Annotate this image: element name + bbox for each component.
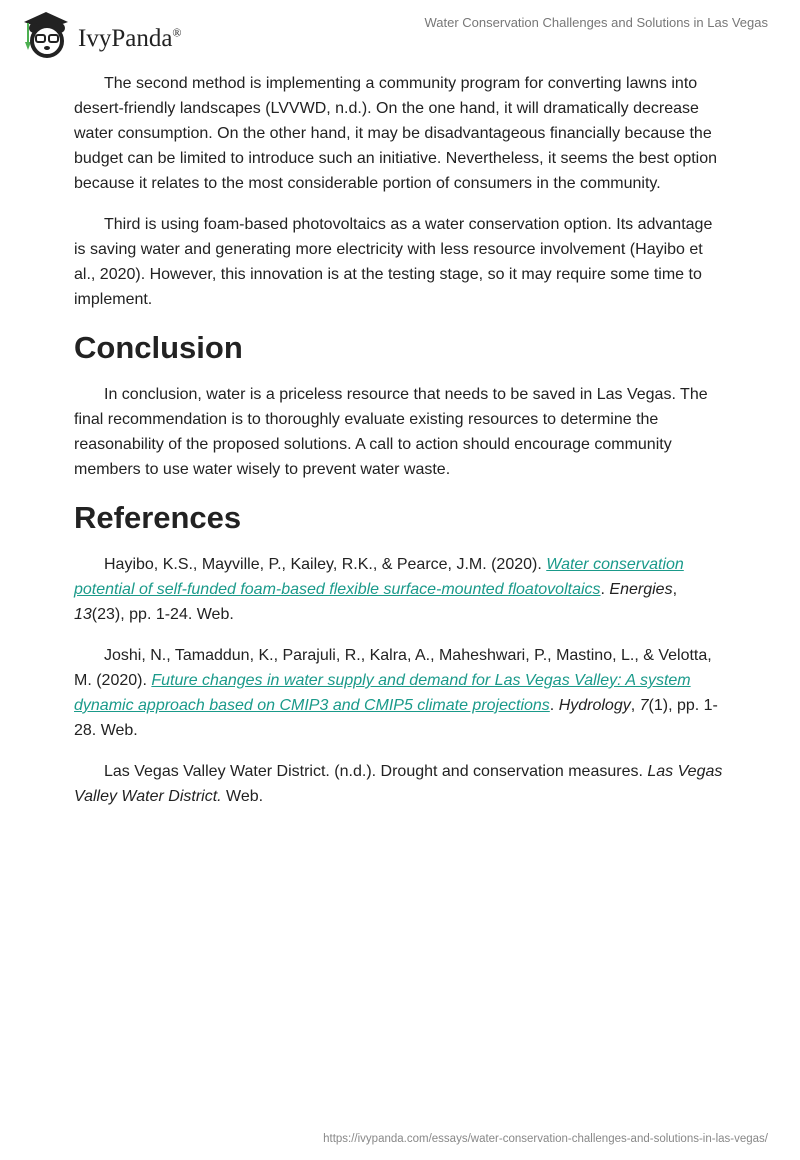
reference-item [74,759,728,809]
paragraph: The second method is implementing a community program for converting lawns into desert-friendly landscapes (LVVWD, n.d.). On the one hand, it will dramatically decrease water consumption. On the other hand, it may be disadvantageous financially because the budget can be limited to introduce such an initiative. Nevertheless, it seems the best option because it relates to the most considerable portion of consumers in the community. [74,75,718,192]
paragraph: In conclusion, water is a priceless resource that needs to be saved in Las Vegas. The final recommendation is to thoroughly evaluate existing resources to determine the reasonability of the proposed solutions. A call to action should encourage community members to use water wisely to prevent water waste. [74,386,708,478]
volume: 7 [639,697,649,714]
reference-authors: Las Vegas Valley Water District. (n.d.). Drought and conservation measures. [104,763,648,780]
paragraph: Third is using foam-based photovoltaics as a water conservation option. Its advantage is saving water and generating more electricity with less resource involvement (Hayibo et al., 2020). However, this innovation is at the testing stage, so it may require some time to implement. [74,216,713,308]
essay-content [74,71,728,825]
registered-mark: ® [172,25,182,40]
reference-item [74,552,728,627]
brand-text: IvyPanda [78,25,173,52]
reference-authors: Hayibo, K.S., Mayville, P., Kailey, R.K., & Pearce, J.M. (2020). [104,556,547,573]
punct: . [549,697,559,714]
conclusion-heading: Conclusion [74,330,243,365]
reference-details: Web. [221,788,264,805]
punct: , [672,581,678,598]
journal-name: Las Vegas Valley Water District. [74,763,723,805]
reference-item [74,643,728,743]
reference-details: (23), pp. 1-24. Web. [91,606,234,623]
journal-name: Energies [609,581,673,598]
panda-graduate-icon [20,8,72,60]
references-heading: References [74,500,242,535]
punct: . [600,581,610,598]
reference-link[interactable]: Future changes in water supply and demand for Las Vegas Valley: A system dynamic approach based on CMIP3 and CMIP5 climate projections [74,672,691,714]
ivypanda-logo[interactable] [20,8,182,60]
reference-link[interactable]: Water conservation potential of self-funded foam-based flexible surface-mounted floatovoltaics [74,556,684,598]
reference-details: (1), pp. 1-28. Web. [74,697,718,739]
document-title: Water Conservation Challenges and Solutions in Las Vegas [424,15,768,30]
punct: , [630,697,640,714]
source-url: https://ivypanda.com/essays/water-conservation-challenges-and-solutions-in-las-vegas/ [323,1133,768,1145]
volume: 13 [74,606,92,623]
brand-name [78,25,182,53]
journal-name: Hydrology [558,697,631,714]
reference-authors: Joshi, N., Tamaddun, K., Parajuli, R., Kalra, A., Maheshwari, P., Mastino, L., & Velotta, M. (2020). [74,647,712,689]
